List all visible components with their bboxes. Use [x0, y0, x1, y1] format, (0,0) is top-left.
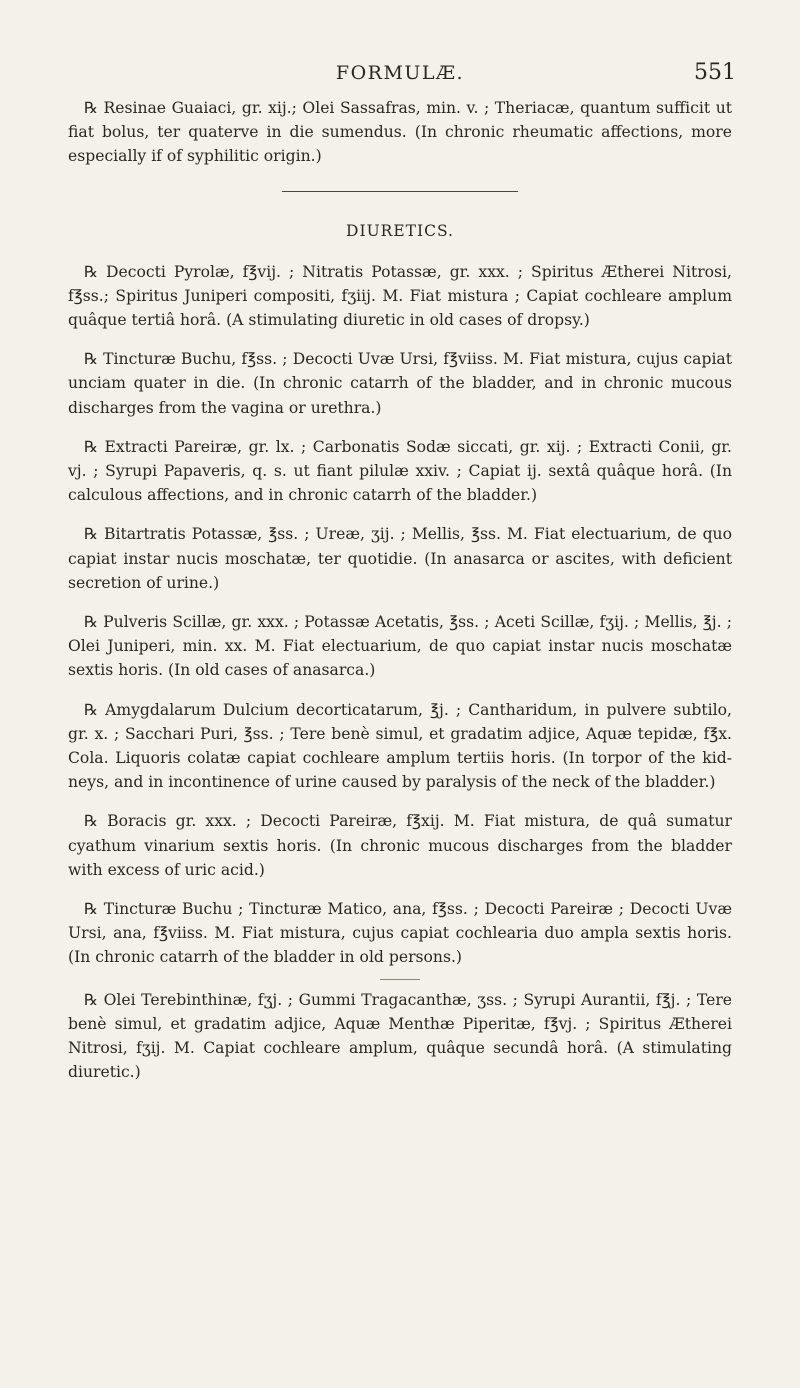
- prescription-paragraph: ℞ Tincturæ Buchu, f℥ss. ; Decocti Uvæ Ursi, f℥viiss. M. Fiat mistura, cujus capiat unciam quater in die. (In chronic catarrh of the bladder, and in chronic mucous discharges from the vagina or urethra.): [68, 350, 732, 417]
- prescription-paragraph: ℞ Tincturæ Buchu ; Tincturæ Matico, ana, f℥ss. ; Decocti Pareiræ ; Decocti Uvæ Ursi, ana, f℥viiss. M. Fiat mistura, cujus capiat cochlearia duo ampla sextis horis. (In chronic catarrh of the bladder in old persons.): [68, 900, 732, 967]
- page-content: [68, 96, 732, 1100]
- prescription-paragraph: ℞ Decocti Pyrolæ, f℥vij. ; Nitratis Potassæ, gr. xxx. ; Spiritus Ætherei Nitrosi, f℥ss.; Spiritus Juniperi compositi, fʒiij. M. Fiat mistura ; Capiat cochleare amplum quâque tertiâ horâ. (A stimulating diuretic in old cases of dropsy.): [68, 262, 732, 330]
- prescription-paragraph: ℞ Amygdalarum Dulcium decorticatarum, ℥j. ; Cantharidum, in pulvere subtilo, gr. x. ; Sacchari Puri, ℥ss. ; Tere benè simul, et gradatim adjice, Aquæ tepidæ, f℥x. Cola. Liquoris colatæ capiat cochleare amplum tertiis horis. (In torpor of the kid-neys, and in incontinence of urine caused by paralysis of the neck of the bladder.): [68, 700, 732, 792]
- section-heading: DIURETICS.: [346, 221, 454, 240]
- section-divider: [282, 191, 518, 192]
- small-divider: [380, 979, 420, 980]
- prescription-paragraph: ℞ Extracti Pareiræ, gr. lx. ; Carbonatis Sodæ siccati, gr. xij. ; Extracti Conii, gr. vj. ; Syrupi Papaveris, q. s. ut fiant pilulæ xxiv. ; Capiat ij. sextâ quâque horâ. (In calculous affections, and in chronic catarrh of the bladder.): [68, 437, 732, 505]
- prescription-paragraph: ℞ Bitartratis Potassæ, ℥ss. ; Ureæ, ʒij. ; Mellis, ℥ss. M. Fiat electuarium, de quo capiat instar nucis moschatæ, ter quotidie. (In anasarca or ascites, with deficient secretion of urine.): [68, 525, 732, 592]
- prescription-paragraph: ℞ Olei Terebinthinæ, fʒj. ; Gummi Tragacanthæ, ʒss. ; Syrupi Aurantii, f℥j. ; Tere benè simul, et gradatim adjice, Aquæ Menthæ Piperitæ, f℥vj. ; Spiritus Ætherei Nitrosi, fʒij. M. Capiat cochleare amplum, quâque secundâ horâ. (A stimulating diuretic.): [68, 990, 732, 1082]
- prescription-paragraph: ℞ Resinae Guaiaci, gr. xij.; Olei Sassafras, min. v. ; Theriacæ, quantum sufficit ut fiat bolus, ter quaterve in die sumendus. (In chronic rheumatic affections, more especially if of syphilitic origin.): [68, 99, 732, 166]
- prescription-paragraph: ℞ Boracis gr. xxx. ; Decocti Pareiræ, f℥xij. M. Fiat mistura, de quâ sumatur cyathum vinarium sextis horis. (In chronic mucous discharges from the bladder with excess of uric acid.): [68, 812, 732, 879]
- prescription-paragraph: ℞ Pulveris Scillæ, gr. xxx. ; Potassæ Acetatis, ℥ss. ; Aceti Scillæ, fʒij. ; Mellis, ℥j. ; Olei Juniperi, min. xx. M. Fiat electuarium, de quo capiat instar nucis moschatæ sextis horis. (In old cases of anasarca.): [68, 613, 732, 680]
- running-head: [0, 62, 800, 92]
- running-title: FORMULÆ.: [335, 62, 465, 84]
- page-number: 551: [694, 60, 736, 85]
